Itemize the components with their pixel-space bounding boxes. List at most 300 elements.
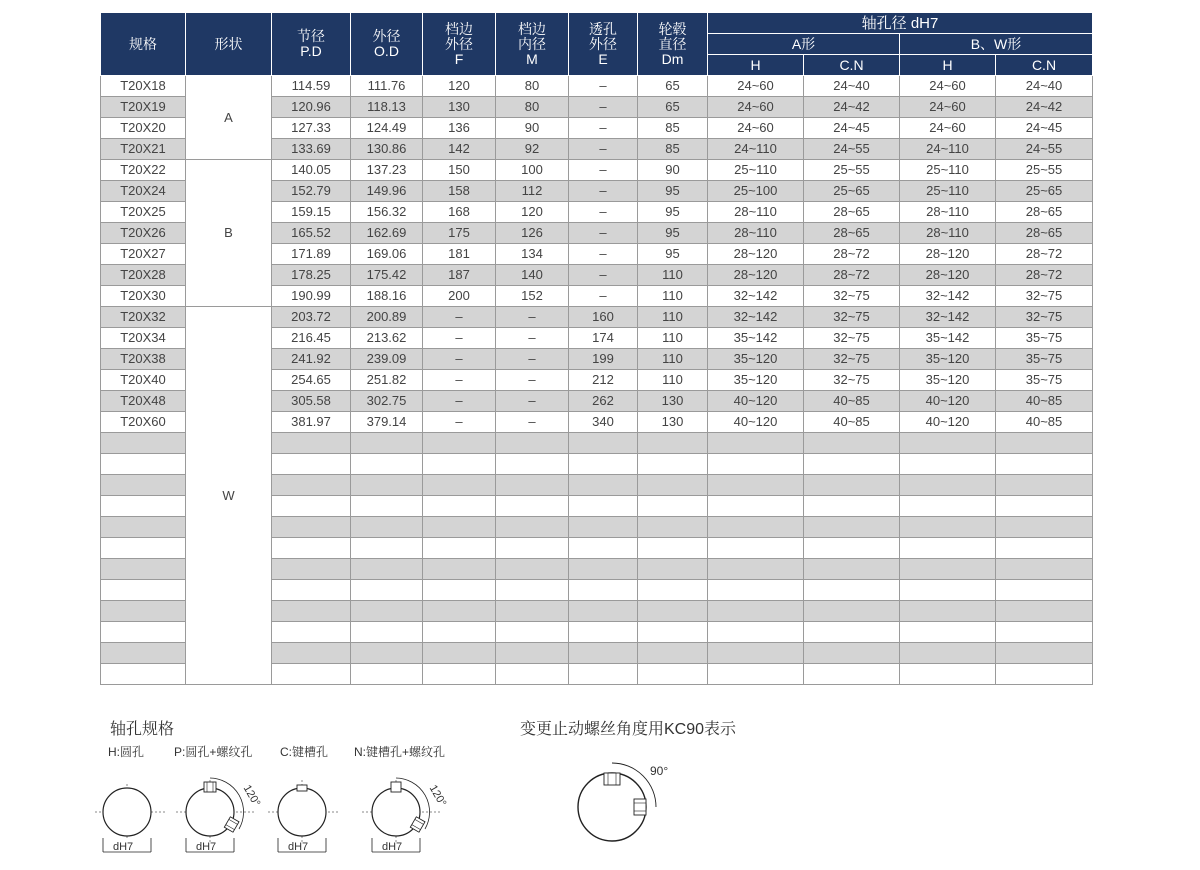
cell-od	[351, 538, 423, 559]
cell-acn: 25~55	[804, 160, 900, 181]
cell-pd	[272, 538, 351, 559]
cell-bh: 25~110	[900, 160, 996, 181]
cell-dm: 95	[638, 223, 708, 244]
cell-f	[423, 622, 496, 643]
cell-bcn: 40~85	[996, 412, 1093, 433]
cell-f: 181	[423, 244, 496, 265]
cell-ah: 24~60	[708, 76, 804, 97]
cell-dm: 90	[638, 160, 708, 181]
cell-bcn	[996, 664, 1093, 685]
cell-bh	[900, 454, 996, 475]
cell-bcn: 25~55	[996, 160, 1093, 181]
header-sub-b-h: H	[900, 55, 996, 76]
cell-acn	[804, 601, 900, 622]
cell-spec: T20X25	[101, 202, 186, 223]
cell-pd	[272, 580, 351, 601]
cell-spec: T20X20	[101, 118, 186, 139]
cell-e: –	[569, 118, 638, 139]
cell-ah: 28~110	[708, 202, 804, 223]
cell-bcn	[996, 475, 1093, 496]
cell-od	[351, 664, 423, 685]
cell-e: –	[569, 181, 638, 202]
cell-f: –	[423, 370, 496, 391]
table-row	[101, 76, 1093, 97]
cell-f: 175	[423, 223, 496, 244]
cell-m: –	[496, 349, 569, 370]
cell-od: 169.06	[351, 244, 423, 265]
cell-pd: 254.65	[272, 370, 351, 391]
bore-type-n: N:键槽孔+螺纹孔	[354, 745, 446, 759]
cell-bcn: 28~65	[996, 202, 1093, 223]
cell-spec: T20X28	[101, 265, 186, 286]
cell-acn	[804, 454, 900, 475]
cell-bcn: 40~85	[996, 391, 1093, 412]
cell-acn	[804, 517, 900, 538]
cell-m: –	[496, 328, 569, 349]
cell-m	[496, 538, 569, 559]
cell-m: –	[496, 391, 569, 412]
cell-od: 118.13	[351, 97, 423, 118]
cell-dm: 95	[638, 202, 708, 223]
header-group-a: A形	[708, 34, 900, 55]
cell-bcn: 24~42	[996, 97, 1093, 118]
cell-od: 251.82	[351, 370, 423, 391]
shape-label: W	[222, 487, 235, 503]
cell-f: 142	[423, 139, 496, 160]
cell-bcn: 28~72	[996, 244, 1093, 265]
cell-e	[569, 580, 638, 601]
cell-acn: 32~75	[804, 307, 900, 328]
cell-spec: T20X34	[101, 328, 186, 349]
cell-pd	[272, 643, 351, 664]
cell-od: 149.96	[351, 181, 423, 202]
cell-f: 120	[423, 76, 496, 97]
kc-angle-label: 90°	[650, 764, 669, 778]
kc90-diagram	[570, 755, 690, 855]
cell-bh: 28~110	[900, 223, 996, 244]
cell-spec	[101, 643, 186, 664]
cell-ah: 28~120	[708, 244, 804, 265]
cell-ah: 32~142	[708, 286, 804, 307]
cell-bcn: 24~45	[996, 118, 1093, 139]
cell-od: 213.62	[351, 328, 423, 349]
cell-acn: 25~65	[804, 181, 900, 202]
cell-dm	[638, 643, 708, 664]
cell-ah: 28~120	[708, 265, 804, 286]
cell-dm	[638, 475, 708, 496]
cell-acn: 28~65	[804, 223, 900, 244]
cell-ah: 25~110	[708, 160, 804, 181]
cell-spec	[101, 580, 186, 601]
cell-m	[496, 580, 569, 601]
cell-acn: 24~55	[804, 139, 900, 160]
cell-bcn	[996, 433, 1093, 454]
shape-label: B	[224, 225, 233, 240]
cell-e: 212	[569, 370, 638, 391]
cell-m: 80	[496, 97, 569, 118]
cell-m: 112	[496, 181, 569, 202]
cell-pd	[272, 454, 351, 475]
cell-m	[496, 664, 569, 685]
cell-pd: 216.45	[272, 328, 351, 349]
cell-e: 174	[569, 328, 638, 349]
cell-od	[351, 580, 423, 601]
dim-label-h: dH7	[113, 841, 134, 853]
cell-dm: 85	[638, 118, 708, 139]
cell-ah	[708, 517, 804, 538]
cell-ah: 40~120	[708, 391, 804, 412]
cell-dm: 110	[638, 370, 708, 391]
cell-bh: 25~110	[900, 181, 996, 202]
cell-f	[423, 643, 496, 664]
cell-e: 160	[569, 307, 638, 328]
cell-spec	[101, 664, 186, 685]
cell-ah	[708, 433, 804, 454]
cell-bcn: 32~75	[996, 286, 1093, 307]
cell-dm	[638, 433, 708, 454]
cell-bh: 24~110	[900, 139, 996, 160]
cell-spec: T20X48	[101, 391, 186, 412]
cell-e: 262	[569, 391, 638, 412]
header-sub-a-h: H	[708, 55, 804, 76]
cell-pd	[272, 664, 351, 685]
dim-label-p: dH7	[196, 841, 217, 853]
cell-m	[496, 433, 569, 454]
cell-spec: T20X21	[101, 139, 186, 160]
cell-bcn: 28~65	[996, 223, 1093, 244]
cell-spec	[101, 538, 186, 559]
bore-diagram-h	[95, 778, 165, 858]
cell-f: –	[423, 349, 496, 370]
cell-bh: 35~120	[900, 349, 996, 370]
cell-f	[423, 475, 496, 496]
cell-bh: 35~120	[900, 370, 996, 391]
cell-spec: T20X32	[101, 307, 186, 328]
cell-f: 200	[423, 286, 496, 307]
shape-label: A	[224, 109, 233, 125]
cell-m: 126	[496, 223, 569, 244]
cell-bh	[900, 601, 996, 622]
bore-type-h: H:圆孔	[108, 745, 145, 759]
cell-spec	[101, 496, 186, 517]
cell-bcn: 35~75	[996, 328, 1093, 349]
cell-bh	[900, 580, 996, 601]
cell-m: 100	[496, 160, 569, 181]
cell-dm: 110	[638, 349, 708, 370]
cell-pd	[272, 622, 351, 643]
dim-label-n: dH7	[382, 841, 403, 853]
cell-ah: 35~120	[708, 370, 804, 391]
cell-od	[351, 517, 423, 538]
cell-pd: 241.92	[272, 349, 351, 370]
cell-dm	[638, 559, 708, 580]
cell-acn: 24~40	[804, 76, 900, 97]
cell-dm: 110	[638, 265, 708, 286]
cell-f	[423, 517, 496, 538]
cell-f: 187	[423, 265, 496, 286]
cell-m	[496, 643, 569, 664]
cell-pd: 171.89	[272, 244, 351, 265]
cell-e: –	[569, 139, 638, 160]
cell-pd: 120.96	[272, 97, 351, 118]
cell-dm: 65	[638, 97, 708, 118]
cell-dm	[638, 538, 708, 559]
cell-od: 137.23	[351, 160, 423, 181]
cell-acn: 32~75	[804, 349, 900, 370]
cell-e: 340	[569, 412, 638, 433]
cell-bh: 35~142	[900, 328, 996, 349]
cell-spec: T20X26	[101, 223, 186, 244]
cell-m	[496, 454, 569, 475]
header-sub-a-cn: C.N	[804, 55, 900, 76]
cell-dm	[638, 601, 708, 622]
cell-bh: 40~120	[900, 391, 996, 412]
cell-e	[569, 454, 638, 475]
cell-bh: 24~60	[900, 76, 996, 97]
cell-e	[569, 475, 638, 496]
dim-label-c: dH7	[288, 841, 309, 853]
cell-bh	[900, 622, 996, 643]
cell-acn: 28~65	[804, 202, 900, 223]
header-m: 档边 内径 M	[496, 13, 569, 76]
cell-od: 111.76	[351, 76, 423, 97]
cell-f	[423, 559, 496, 580]
cell-pd: 114.59	[272, 76, 351, 97]
cell-m	[496, 517, 569, 538]
cell-dm	[638, 580, 708, 601]
cell-m: –	[496, 307, 569, 328]
cell-spec: T20X22	[101, 160, 186, 181]
cell-e	[569, 643, 638, 664]
shape-cell	[186, 76, 272, 160]
cell-spec	[101, 475, 186, 496]
cell-dm: 85	[638, 139, 708, 160]
header-spec: 规格	[101, 13, 186, 76]
cell-dm: 110	[638, 286, 708, 307]
cell-m: 152	[496, 286, 569, 307]
cell-bcn: 35~75	[996, 349, 1093, 370]
cell-bcn: 28~72	[996, 265, 1093, 286]
cell-spec: T20X40	[101, 370, 186, 391]
cell-bh: 24~60	[900, 118, 996, 139]
cell-spec: T20X27	[101, 244, 186, 265]
bore-type-c: C:键槽孔	[280, 745, 329, 759]
cell-od: 188.16	[351, 286, 423, 307]
cell-acn: 40~85	[804, 412, 900, 433]
cell-bh: 24~60	[900, 97, 996, 118]
bore-diagram-p	[176, 772, 266, 858]
cell-dm	[638, 664, 708, 685]
cell-e: –	[569, 244, 638, 265]
cell-spec	[101, 433, 186, 454]
cell-spec	[101, 622, 186, 643]
cell-dm	[638, 454, 708, 475]
cell-e	[569, 433, 638, 454]
cell-spec: T20X19	[101, 97, 186, 118]
cell-acn	[804, 433, 900, 454]
header-shape: 形状	[186, 13, 272, 76]
cell-e	[569, 538, 638, 559]
cell-f: 150	[423, 160, 496, 181]
cell-bh	[900, 496, 996, 517]
cell-f: –	[423, 412, 496, 433]
cell-bcn	[996, 496, 1093, 517]
cell-ah	[708, 622, 804, 643]
cell-od	[351, 475, 423, 496]
cell-e	[569, 601, 638, 622]
cell-acn: 32~75	[804, 370, 900, 391]
cell-ah	[708, 664, 804, 685]
cell-bh	[900, 433, 996, 454]
cell-f	[423, 601, 496, 622]
cell-od: 175.42	[351, 265, 423, 286]
cell-bh	[900, 559, 996, 580]
cell-bcn	[996, 622, 1093, 643]
cell-f	[423, 664, 496, 685]
header-group-bw: B、W形	[900, 34, 1093, 55]
cell-ah	[708, 475, 804, 496]
cell-bh: 28~110	[900, 202, 996, 223]
cell-bcn	[996, 559, 1093, 580]
cell-ah: 25~100	[708, 181, 804, 202]
cell-e: –	[569, 160, 638, 181]
cell-spec	[101, 517, 186, 538]
cell-acn: 32~75	[804, 328, 900, 349]
cell-e: –	[569, 97, 638, 118]
cell-acn: 28~72	[804, 265, 900, 286]
bore-type-p: P:圆孔+螺纹孔	[174, 745, 253, 759]
cell-pd: 305.58	[272, 391, 351, 412]
cell-e: 199	[569, 349, 638, 370]
cell-dm: 95	[638, 181, 708, 202]
cell-ah: 24~110	[708, 139, 804, 160]
header-e: 透孔 外径 E	[569, 13, 638, 76]
cell-ah: 40~120	[708, 412, 804, 433]
cell-m: 140	[496, 265, 569, 286]
cell-dm	[638, 622, 708, 643]
cell-bh	[900, 517, 996, 538]
cell-dm: 130	[638, 391, 708, 412]
header-od: 外径 O.D	[351, 13, 423, 76]
header-sub-b-cn: C.N	[996, 55, 1093, 76]
cell-bh: 40~120	[900, 412, 996, 433]
cell-bh	[900, 538, 996, 559]
cell-pd	[272, 433, 351, 454]
cell-pd	[272, 496, 351, 517]
cell-acn: 24~42	[804, 97, 900, 118]
cell-m: 80	[496, 76, 569, 97]
cell-ah	[708, 580, 804, 601]
cell-bcn	[996, 517, 1093, 538]
cell-pd: 381.97	[272, 412, 351, 433]
cell-e: –	[569, 202, 638, 223]
table-row	[101, 307, 1093, 328]
cell-od	[351, 601, 423, 622]
cell-ah: 24~60	[708, 97, 804, 118]
cell-od	[351, 433, 423, 454]
cell-ah	[708, 601, 804, 622]
cell-spec: T20X30	[101, 286, 186, 307]
cell-e	[569, 517, 638, 538]
bore-section-title: 轴孔规格	[110, 721, 175, 738]
cell-bcn	[996, 601, 1093, 622]
cell-pd: 203.72	[272, 307, 351, 328]
cell-pd: 152.79	[272, 181, 351, 202]
shape-cell	[186, 307, 272, 685]
cell-e: –	[569, 286, 638, 307]
cell-pd	[272, 559, 351, 580]
cell-f: –	[423, 307, 496, 328]
shape-cell	[186, 160, 272, 307]
cell-f: 158	[423, 181, 496, 202]
cell-e: –	[569, 223, 638, 244]
cell-f: 130	[423, 97, 496, 118]
cell-od: 162.69	[351, 223, 423, 244]
cell-f	[423, 538, 496, 559]
header-dm: 轮毂 直径 Dm	[638, 13, 708, 76]
cell-ah	[708, 559, 804, 580]
cell-f: 136	[423, 118, 496, 139]
cell-dm: 130	[638, 412, 708, 433]
cell-od: 302.75	[351, 391, 423, 412]
cell-dm: 65	[638, 76, 708, 97]
cell-dm: 110	[638, 307, 708, 328]
cell-m	[496, 559, 569, 580]
cell-acn: 28~72	[804, 244, 900, 265]
cell-m: 92	[496, 139, 569, 160]
cell-bcn: 24~40	[996, 76, 1093, 97]
cell-acn: 32~75	[804, 286, 900, 307]
cell-bcn: 35~75	[996, 370, 1093, 391]
cell-e: –	[569, 76, 638, 97]
cell-bcn: 32~75	[996, 307, 1093, 328]
cell-spec: T20X24	[101, 181, 186, 202]
cell-ah	[708, 643, 804, 664]
cell-spec	[101, 454, 186, 475]
cell-ah: 28~110	[708, 223, 804, 244]
cell-pd: 127.33	[272, 118, 351, 139]
cell-e	[569, 559, 638, 580]
cell-acn	[804, 664, 900, 685]
cell-od	[351, 622, 423, 643]
cell-spec: T20X18	[101, 76, 186, 97]
cell-spec	[101, 559, 186, 580]
cell-od: 239.09	[351, 349, 423, 370]
kc-title: 变更止动螺丝角度用KC90表示	[520, 721, 737, 738]
cell-pd: 165.52	[272, 223, 351, 244]
cell-pd: 190.99	[272, 286, 351, 307]
cell-m	[496, 475, 569, 496]
cell-ah	[708, 496, 804, 517]
cell-spec	[101, 601, 186, 622]
table-row	[101, 160, 1093, 181]
cell-ah	[708, 538, 804, 559]
cell-od	[351, 643, 423, 664]
cell-bcn	[996, 580, 1093, 601]
cell-bcn	[996, 538, 1093, 559]
header-bore: 轴孔径 dH7	[708, 13, 1093, 34]
cell-ah: 35~120	[708, 349, 804, 370]
cell-spec: T20X38	[101, 349, 186, 370]
cell-od: 200.89	[351, 307, 423, 328]
cell-m	[496, 622, 569, 643]
cell-m: 90	[496, 118, 569, 139]
cell-acn	[804, 496, 900, 517]
cell-acn	[804, 538, 900, 559]
cell-pd: 159.15	[272, 202, 351, 223]
angle-label-n: 120°	[426, 783, 449, 809]
cell-ah: 32~142	[708, 307, 804, 328]
